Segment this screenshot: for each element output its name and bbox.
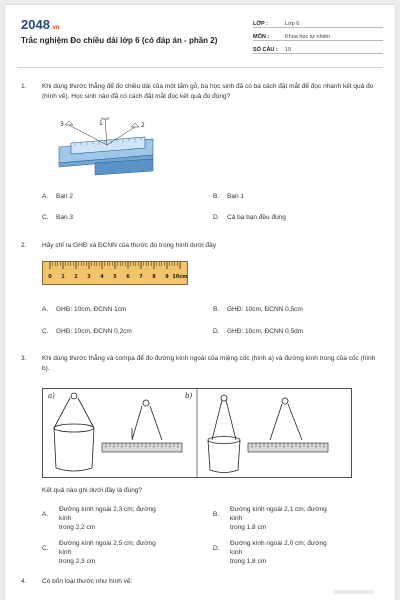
document-page xyxy=(5,5,395,600)
q1-option-c[interactable] xyxy=(42,213,73,222)
meta-row-class xyxy=(253,17,383,28)
ruler-tick-label: 2 xyxy=(74,274,78,280)
q1-fig-label: 3 xyxy=(60,121,64,128)
ruler-tick-label: 3 xyxy=(87,274,91,280)
question-text: Khi dùng thước thẳng và compa để đo đường kính ngoài của miệng cốc (hình a) và đường kính trong của cốc (hình b). xyxy=(42,355,376,372)
fig-a-label: a) xyxy=(48,392,55,400)
meta-value: Lớp 6 xyxy=(285,21,300,27)
option-text-line1: Đường kính ngoài 2,1 cm; đường kính xyxy=(230,506,327,522)
ruler-tick-label: 10cm xyxy=(172,274,188,280)
meta-key: MÔN : xyxy=(253,34,270,40)
q1-fig-label: 1 xyxy=(99,120,103,127)
ruler-tick-label: 6 xyxy=(126,274,130,280)
meta-row-count xyxy=(253,43,383,54)
question-number: 4. xyxy=(21,578,27,585)
question-text: Hãy chỉ ra GHĐ và ĐCNN của thước đo trong hình dưới đây xyxy=(42,242,217,249)
q2-option-c[interactable] xyxy=(42,327,132,336)
meta-value: 19 xyxy=(285,47,292,53)
question-number: 2. xyxy=(21,242,27,249)
meta-table xyxy=(253,17,383,56)
q2-ruler-figure xyxy=(42,261,188,285)
header-divider xyxy=(17,67,383,68)
question-3 xyxy=(21,354,381,374)
question-text: Kết quả nào ghi dưới đây là đúng? xyxy=(42,487,143,494)
q3-sub-question xyxy=(21,486,381,496)
option-letter: B. xyxy=(213,193,220,200)
q2-option-d[interactable] xyxy=(213,327,303,336)
option-letter: B. xyxy=(213,306,220,313)
page-title: Trắc nghiệm Đo chiều dài lớp 6 (có đáp án - phần 2) xyxy=(21,36,218,45)
q3-option-c[interactable] xyxy=(42,539,162,566)
option-letter: B. xyxy=(213,511,220,518)
logo-text: 2048 xyxy=(21,17,50,32)
page-footer-mark xyxy=(333,590,373,594)
q1-option-b[interactable] xyxy=(213,192,244,201)
meta-key: LỚP : xyxy=(253,21,268,27)
option-letter: D. xyxy=(213,545,220,552)
option-text: Bạn 2 xyxy=(56,193,73,200)
q3-figure-compass-cup xyxy=(42,388,352,478)
q1-figure-ruler-on-wood xyxy=(55,117,160,177)
option-letter: C. xyxy=(42,328,49,335)
q1-option-a[interactable] xyxy=(42,192,73,201)
option-text-line2: trong 1,8 cm xyxy=(230,524,267,531)
option-text: GHĐ: 10cm, ĐCNN 0,5cm xyxy=(227,306,303,313)
fig-b-label: b) xyxy=(185,392,193,400)
option-text-line2: trong 2,3 cm xyxy=(59,558,96,565)
option-letter: D. xyxy=(213,214,220,221)
question-number: 3. xyxy=(21,355,27,362)
ruler-tick-label: 5 xyxy=(113,274,117,280)
option-text: Cả ba bạn đều đúng xyxy=(227,214,286,221)
option-text-line1: Đường kính ngoài 2,0 cm; đường kính xyxy=(230,540,327,556)
option-letter: C. xyxy=(42,545,49,552)
ruler-tick-label: 9 xyxy=(165,274,169,280)
ruler-tick-label: 0 xyxy=(48,274,52,280)
q1-fig-label: 2 xyxy=(141,122,145,129)
question-4 xyxy=(21,577,381,587)
meta-key: SỐ CÂU : xyxy=(253,47,278,53)
question-text: Khi dùng thước thẳng để đo chiều dài của một tấm gỗ, ba học sinh đã có ba cách đặt mắt để đọc nhanh kết quả đo (hình vẽ). Học sinh nào đã có cách đặt mắt đọc kết quả đo đúng? xyxy=(42,83,374,100)
option-text-line2: trong 1,8 cm xyxy=(230,558,267,565)
q3-option-d[interactable] xyxy=(213,539,333,566)
option-text: GHĐ: 10cm, ĐCNN 0,2cm xyxy=(56,328,132,335)
option-letter: A. xyxy=(42,193,49,200)
logo-suffix: .vn xyxy=(50,25,60,31)
option-text-line1: Đường kính ngoài 2,3 cm; đường kính xyxy=(59,506,156,522)
option-letter: C. xyxy=(42,214,49,221)
meta-row-subject xyxy=(253,30,383,41)
question-number: 1. xyxy=(21,83,27,90)
q3-option-a[interactable] xyxy=(42,505,162,532)
option-text: Bạn 1 xyxy=(227,193,244,200)
option-text: GHĐ: 10cm, ĐCNN 0,5dm xyxy=(227,328,304,335)
q2-option-a[interactable] xyxy=(42,305,126,314)
q1-option-d[interactable] xyxy=(213,213,286,222)
option-text: Bạn 3 xyxy=(56,214,73,221)
option-text-line2: trong 2,2 cm xyxy=(59,524,96,531)
q2-option-b[interactable] xyxy=(213,305,303,314)
option-letter: A. xyxy=(42,306,49,313)
ruler-tick-label: 4 xyxy=(100,274,104,280)
ruler-tick-label: 8 xyxy=(152,274,156,280)
option-letter: D. xyxy=(213,328,220,335)
meta-value: Khoa học tự nhiên xyxy=(285,34,330,40)
site-logo[interactable] xyxy=(21,17,60,32)
option-text-line1: Đường kính ngoài 2,5 cm; đường kính xyxy=(59,540,156,556)
question-1 xyxy=(21,82,381,102)
option-text: GHĐ: 10cm, ĐCNN 1cm xyxy=(56,306,127,313)
question-2 xyxy=(21,241,381,251)
option-letter: A. xyxy=(42,511,49,518)
question-text: Có bốn loại thước như hình vẽ: xyxy=(42,578,133,585)
q3-option-b[interactable] xyxy=(213,505,333,532)
ruler-tick-label: 7 xyxy=(139,274,143,280)
ruler-tick-label: 1 xyxy=(61,274,65,280)
